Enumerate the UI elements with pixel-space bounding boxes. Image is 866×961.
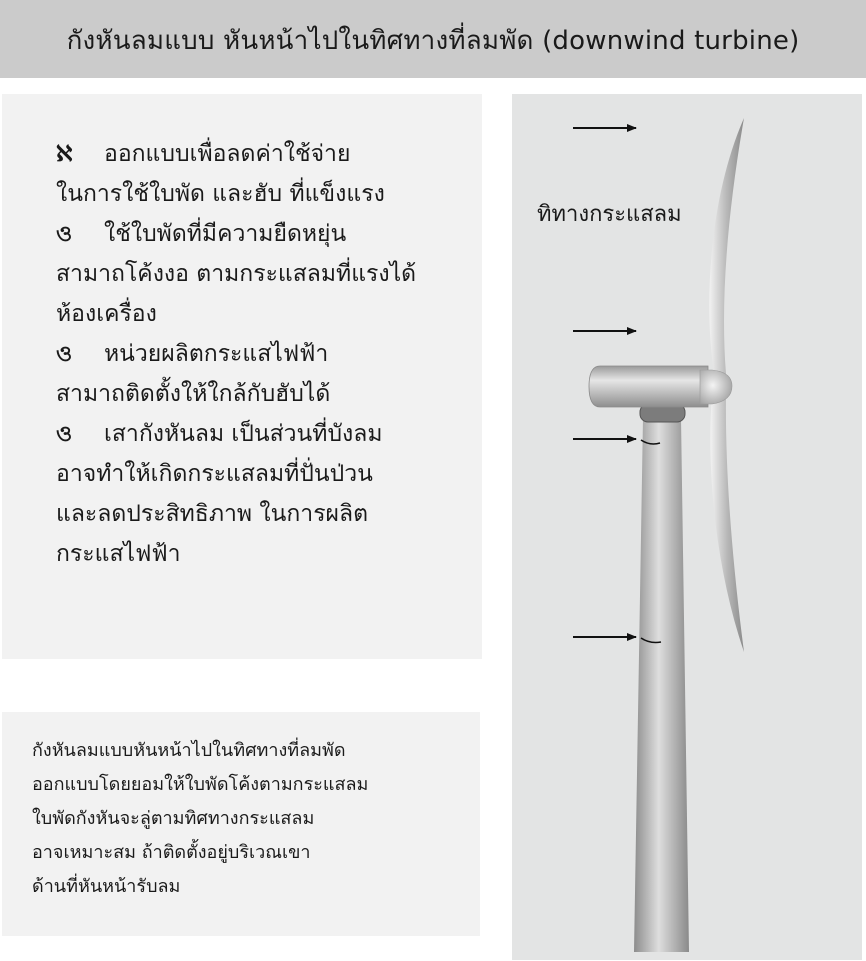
- thai-numeral-marker: ও: [56, 221, 73, 247]
- nacelle: [589, 366, 708, 407]
- feature-text-continued: ในการใช้ใบพัด และฮับ ที่แข็งแรง: [56, 181, 385, 207]
- feature-text-continued: กระแสไฟฟ้า: [56, 541, 181, 567]
- note-line: ด้านที่หันหน้ารับลม: [32, 876, 181, 897]
- feature-list: [56, 134, 476, 574]
- feature-item: [56, 134, 476, 174]
- feature-item: [56, 414, 476, 454]
- hub: [700, 370, 732, 404]
- thai-numeral-marker: ℵ: [56, 141, 73, 167]
- note-line: ใบพัดกังหันจะลู่ตามทิศทางกระแสลม: [32, 808, 315, 829]
- title-bar: [0, 0, 866, 78]
- features-panel: [2, 94, 482, 659]
- feature-text: ออกแบบเพื่อลดค่าใช้จ่าย: [104, 141, 351, 167]
- thai-numeral-marker: ও: [56, 421, 73, 447]
- feature-text-continued: อาจทำให้เกิดกระแสลมที่ปั่นป่วน: [56, 461, 373, 487]
- wind-direction-label: ทิทางกระแสลม: [537, 202, 682, 227]
- feature-text-continued: ห้องเครื่อง: [56, 301, 157, 327]
- feature-item: [56, 214, 476, 254]
- feature-text: หน่วยผลิตกระแสไฟฟ้า: [104, 341, 329, 367]
- feature-text-continued: สามาถติดตั้งให้ใกล้กับฮับได้: [56, 381, 331, 407]
- blade-upper: [709, 118, 744, 374]
- tower: [634, 418, 689, 952]
- note-line: ออกแบบโดยยอมให้ใบพัดโค้งตามกระแสลม: [32, 774, 369, 795]
- feature-text: ใช้ใบพัดที่มีความยืดหยุ่น: [104, 221, 347, 247]
- note-line: อาจเหมาะสม ถ้าติดตั้งอยู่บริเวณเขา: [32, 842, 311, 863]
- page-title: กังหันลมแบบ หันหน้าไปในทิศทางที่ลมพัด (downwind turbine): [66, 26, 800, 56]
- summary-note-panel: [2, 712, 480, 936]
- feature-item: [56, 334, 476, 374]
- feature-text-continued: สามาถโค้งงอ ตามกระแสลมที่แรงได้: [56, 261, 417, 287]
- feature-text-continued: และลดประสิทธิภาพ ในการผลิต: [56, 501, 369, 527]
- summary-note: [32, 734, 368, 904]
- note-line: กังหันลมแบบหันหน้าไปในทิศทางที่ลมพัด: [32, 740, 346, 761]
- feature-text: เสากังหันลม เป็นส่วนที่บังลม: [104, 421, 383, 447]
- blade-lower: [710, 394, 744, 652]
- thai-numeral-marker: ও: [56, 341, 73, 367]
